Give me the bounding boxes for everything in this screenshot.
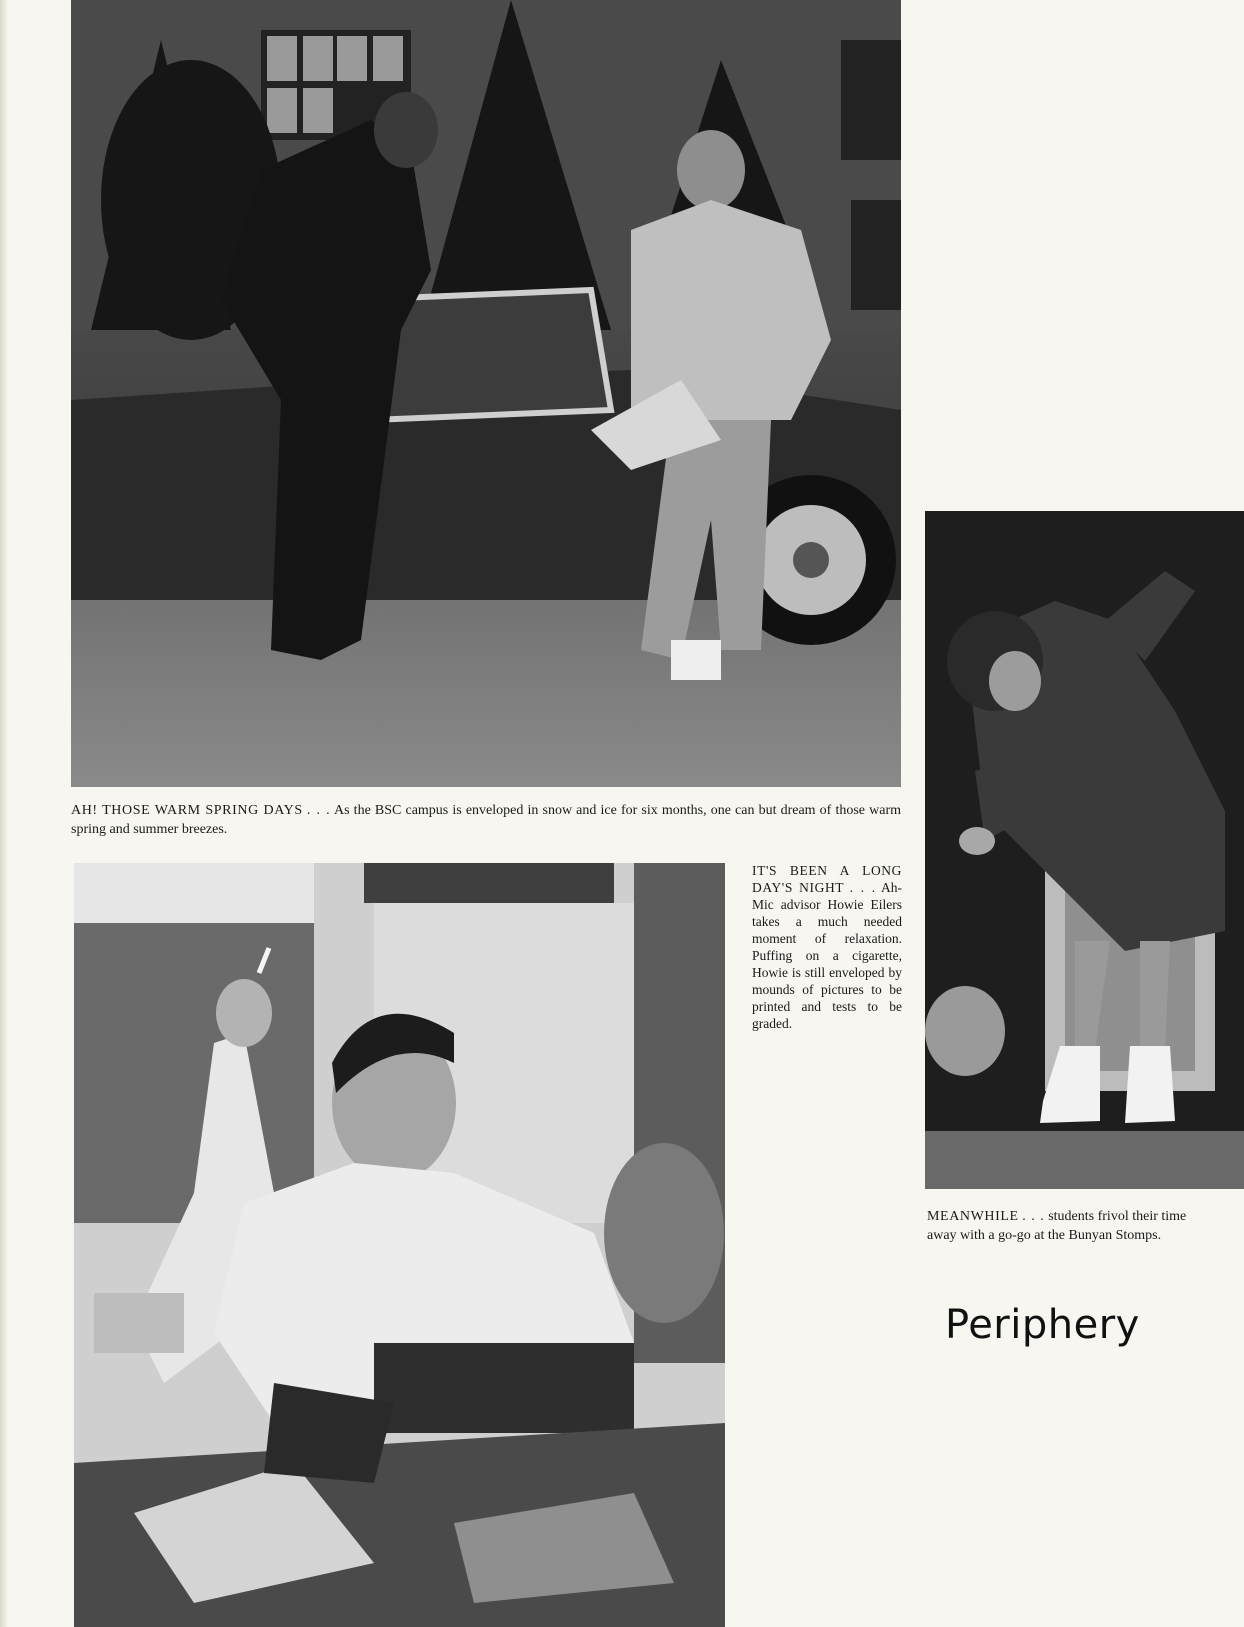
photo-gogo-dancer (925, 511, 1244, 1189)
photo-gogo-dancer-image (925, 511, 1244, 1189)
page-edge-shadow (0, 0, 8, 1627)
caption-night-lead: IT'S BEEN A LONG DAY'S NIGHT (752, 863, 902, 895)
photo-office-howie-image (74, 863, 725, 1627)
photo-spring-car (71, 0, 901, 787)
caption-meanwhile-ellipsis: . . . (1022, 1209, 1045, 1224)
caption-night-ellipsis: . . . (849, 880, 877, 895)
caption-night-body: Ah-Mic advisor Howie Eilers takes a much needed moment of relaxation. Puffing on a cigarette, Howie is still enveloped by mounds of pictures to be printed and tests to be graded. (752, 880, 903, 1031)
photo-office-howie (74, 863, 725, 1627)
caption-spring-lead: AH! THOSE WARM SPRING DAYS (71, 803, 303, 818)
caption-spring-ellipsis: . . . (306, 803, 331, 818)
photo-spring-car-image (71, 0, 901, 787)
caption-spring-body: As the BSC campus is enveloped in snow and ice for six months, one can but dream of those warm spring and summer breezes. (71, 803, 902, 837)
caption-meanwhile-lead: MEANWHILE (927, 1209, 1019, 1224)
page-heading: Periphery (945, 1302, 1140, 1348)
caption-meanwhile-body: students frivol their time away with a go-go at the Bunyan Stomps. (927, 1209, 1187, 1243)
caption-spring (71, 801, 901, 839)
caption-long-days-night (752, 862, 902, 1032)
caption-meanwhile (927, 1207, 1187, 1245)
